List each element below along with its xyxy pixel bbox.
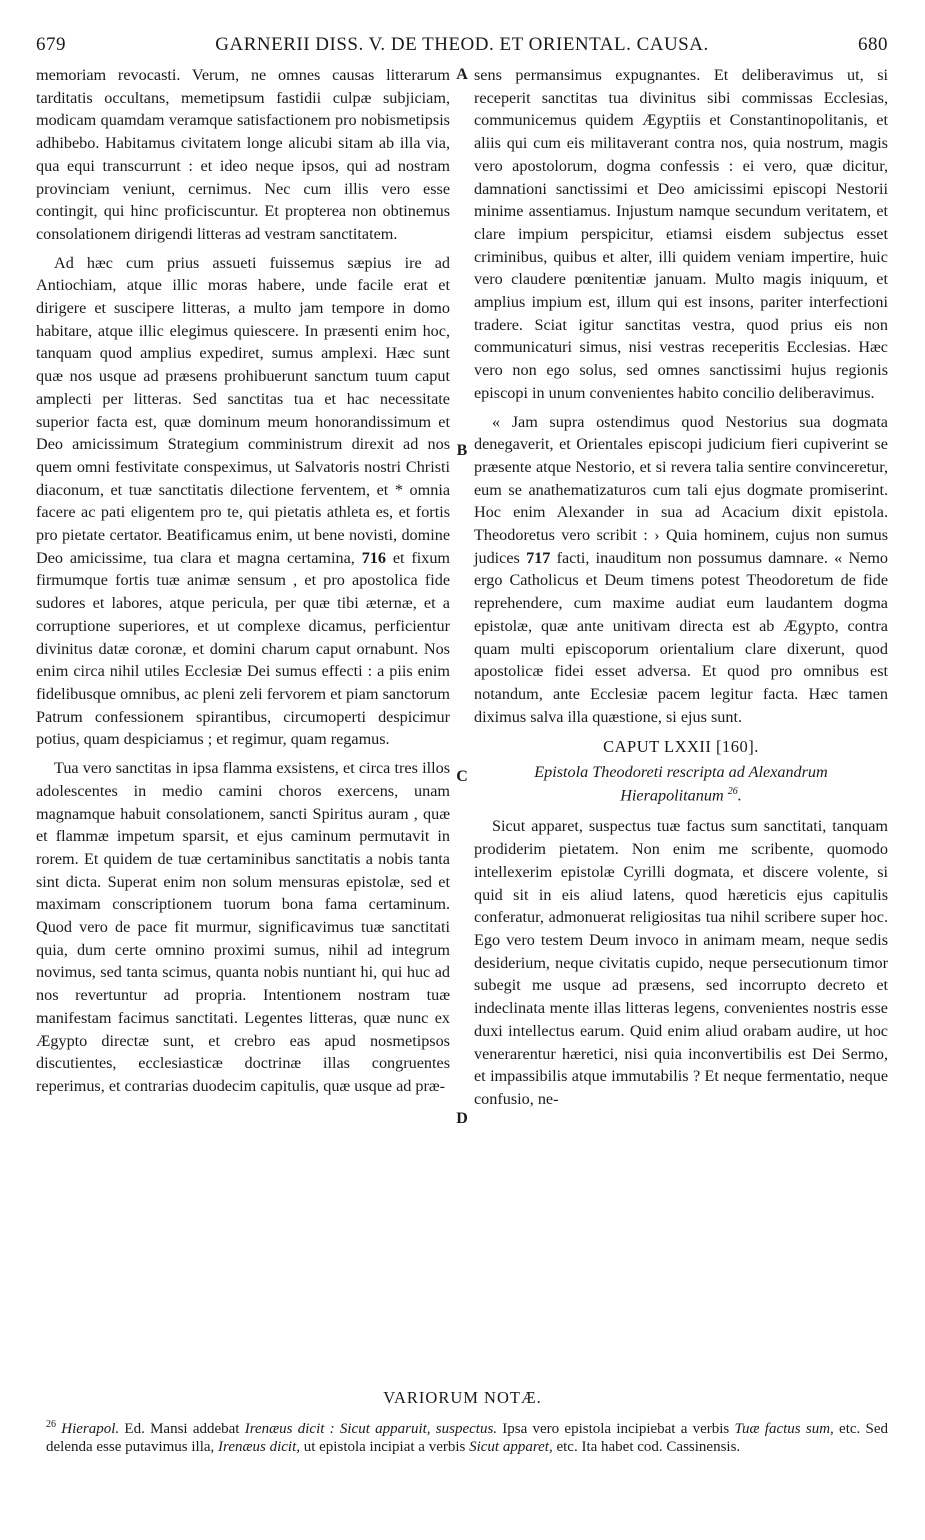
note-text: etc. Sed delenda esse putavimus illa,: [46, 1421, 889, 1455]
footnote-number: 26: [46, 1419, 56, 1430]
text-run: Ad hæc cum prius assueti fuissemus sæpius ire ad Antiochiam, atque illic moras habere, unde facile erat et dirigere et suscipere litteras, a multo jam tempore in domo habitare, atque illic elegimus quiescere. In præsenti enim hoc, tanquam quod amplius expediret, sumus amplexi. Hæc sunt quæ nos usque ad præsens prohibuerunt sanctum tuum caput amplecti per litteras. Sed sanctitas tua et hac necessitate superior facta est, quæ dominum meum honorandissimum et Deo amicissimum Strategium comministrum direxit ad nos quem omni festivitate conspeximus, ut Salvatoris nostri Christi diaconum, et tuæ sanctitatis dilectione ferventem, et * omnia facere ac pati eligentem pro te, qui pietatis athleta es, et fortis pro pietate certator. Beatificamus enim, ut bene novisti, domine Deo amicissime, tua clara et magna certamina,: [36, 253, 450, 567]
note-text: Tuæ factus sum,: [734, 1421, 834, 1437]
text-run: et fixum firmumque fortis tuæ animæ sensum , et pro apostolica fide sudores et labores, atque pericula, per quæ tibi æternæ, et a corruptione superiores, et ut complexe dicamus, perficientur divinitus datæ coronæ, et domini charum caput ornabunt. Nos enim circa nihil utiles Ecclesiæ Dei sumus effecti : a piis enim fidelibusque omnibus, ac pleni zeli fervorem et piam sanctorum Patrum confessionem spirantibus, circumoperti despicimur potius, quam despiciamus ; et regimur, quam regamus.: [36, 548, 451, 749]
footnote: [46, 1416, 888, 1456]
margin-letter-b: B: [456, 442, 468, 459]
paragraph: Sicut apparet, suspectus tuæ factus sum sanctitati, tanquam prodiderim pietatem. Non enim me scribente, quomodo intellexerim epistolæ Cyrilli dogmata, et discere volente, si quid sit in eis aliud latens, quod hæreticis ejus capitulis conferatur, admonuerat religiositas tua nihil scribere super hoc. Ego vero testem Deum invoco in animam meam, neque sedis desiderium, neque civitatis cupido, neque persecutionum timor subegit me usque ad præsens, sed incorrupto decreto et indeclinata mente illas litteras legens, convenientes nostris esse duxi intellectus earum. Quid enim aliud orabam audire, ut hoc venerarentur hæretici, nisi quia inconvertibilis est Dei Sermo, et impassibilis atque immutabilis ? Et neque fermentatio, neque confusio, ne-: [474, 817, 888, 1108]
note-text: Ipsa vero epistola incipiebat a verbis: [497, 1421, 735, 1437]
notes-heading: VARIORUM NOTÆ.: [383, 1388, 542, 1407]
note-text: Hierapol.: [61, 1421, 120, 1437]
text-run: facti, inauditum non possumus damnare. « Nemo ergo Catholicus et Deum timens potest Theodoretum de fide reprehendere, cum maxime audiat eum laudantem dogma epistolæ, quæ ante unitivam directa est ab Ægypto, contra quam multi episcoporum orientalium clare dixerunt, quod apostolicæ fidei esset adversa. Et quod pro omnibus est notandum, ante Ecclesiæ pacem legitur facta. Hæc tamen diximus salva illa quæstione, si ejus sunt.: [474, 548, 889, 726]
page-number-left: 679: [36, 34, 66, 55]
column-number-716: 716: [361, 548, 386, 567]
paragraph: sens permansimus expugnantes. Et deliberavimus ut, si receperit sanctitas tua divinitus sibi commissas Ecclesias, communicemus quidem Ægyptiis et Constantinopolitanis, et aliis qui cum eis militaverant contra nos, quia nostrum, magis vero apostolorum, dogma confessis : ei vero, quæ dicitur, damnationi sanctissimi et Deo amicissimi episcopi Nestorii minime assentiamus. Injustum namque secundum veritatem, et clare impium perspicitur, etiamsi eisdem subjectus esset criminibus, quibus et alter, illi quidem veniam impertire, huic vero claudere pœnitentiæ januam. Multo magis iniquum, et amplius impium est, illum qui est insons, pariter interfectioni tradere. Sciat igitur sanctitas vestra, quod prius eis non communicaturi simus, nisi vestras receperitis Ecclesias. Hæc vero non ego solus, sed omnes sanctissimi hujus regionis episcopi in unum convenientes habito concilio deliberavimus.: [474, 66, 888, 402]
note-text: Sicut apparet,: [469, 1439, 553, 1455]
chapter-heading: CAPUT LXXII [160].: [603, 737, 759, 757]
note-text: Ed. Mansi addebat: [119, 1421, 245, 1437]
margin-letter-d: D: [456, 1110, 468, 1127]
margin-letter-a: A: [456, 66, 468, 83]
right-column: [474, 64, 888, 1117]
chapter-subtitle: Epistola Theodoreti rescripta ad Alexandrum Hierapolitanum $^{26}$.: [534, 763, 828, 805]
text-run: « Jam supra ostendimus quod Nestorius sua dogmata denegaverit, et Orientales episcopi judicium fieri cupiverint se præsente atque Nestorio, et si revera talia sentire convinceretur, eum se anathematizaturos cum tali ejus dogmate promiserint. Hoc enim Alexander in sua ad Acacium dixit epistola. Theodoretus vero scribit : › Quia hominem, cujus non sumus judices: [474, 412, 888, 567]
running-header: [36, 34, 888, 60]
paragraph: Tua vero sanctitas in ipsa flamma exsistens, et circa tres illos adolescentes in medio camini choros exercens, unam magnamque habuit consolationem, sancti Spiritus auram , quæ et flammæ impetum sparsit, et ejus caminum permutavit in rorem. Et quidem de tuæ certaminibus sanctitatis a nobis tanta sint dicta. Superat enim non solum mensuras epistolæ, sed et maximam conscriptionem tuorum bona fama certaminum. Quod vero de pace fit murmur, significavimus tuæ sanctitati quia, dum certe omnino proximi sumus, nihil ad integrum novimus, sed tanta scimus, quanta nobis nuntiant hi, qui huc ad nos revertuntur ad propria. Intentionem nostram tuæ manifestam facimus sanctitati. Legentes litteras, quæ nunc ex Ægypto directæ sunt, et crebro eas apud nosmetipsos discutientes, ecclesiasticæ doctrinæ illas congruentes reperimus, et contrarias duodecim capitulis, quæ usque ad præ-: [36, 759, 450, 1095]
paragraph: memoriam revocasti. Verum, ne omnes causas litterarum tarditatis occultans, memetipsum fastidii culpæ subjiciam, modicam quamdam veramque satisfactionem pro nobismetipsis adhibebo. Habitamus civitatem longe alicubi sitam ab illa via, qua equi transcurrunt : et ideo neque ipsos, qui ad nostram provinciam veniunt, cernimus. Nec cum illis vero esse contingit, qui hinc proficiscuntur. Et propterea non obtinemus consolationem dirigendi litteras ad vestram sanctitatem.: [36, 66, 450, 243]
note-text: etc. Ita habet cod. Cassinensis.: [552, 1439, 741, 1455]
column-number-717: 717: [526, 548, 551, 567]
paragraph: [36, 252, 450, 751]
footnote-ref: 26: [727, 786, 738, 798]
note-text: Irenæus dicit,: [218, 1439, 300, 1455]
note-text: Irenæus dicit : Sicut apparuit, suspectus.: [244, 1421, 498, 1437]
header-title: GARNERII DISS. V. DE THEOD. ET ORIENTAL. CAUSA.: [215, 34, 709, 55]
subtitle-text: Epistola Theodoreti rescripta ad Alexandrum Hierapolitanum: [534, 763, 828, 805]
page-number-right: 680: [858, 34, 888, 55]
note-text: ut epistola incipiat a verbis: [299, 1439, 470, 1455]
left-column: [36, 64, 450, 1104]
margin-letter-c: C: [456, 768, 468, 785]
paragraph: [474, 411, 888, 729]
